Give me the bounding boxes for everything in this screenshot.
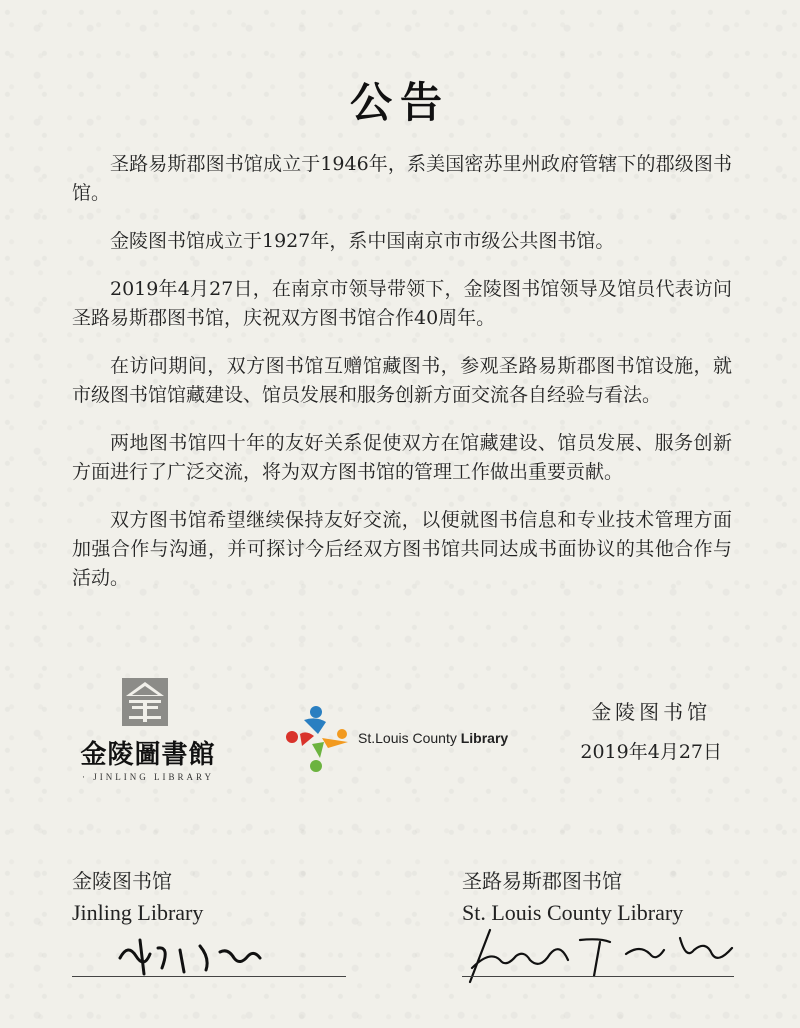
slcl-logo-text — [358, 730, 508, 746]
paragraph-6: 双方图书馆希望继续保持友好交流，以便就图书信息和专业技术管理方面加强合作与沟通，并可探讨今后经双方图书馆共同达成书面协议的其他合作与活动。 — [72, 509, 732, 589]
signature-block-slcl — [462, 866, 683, 928]
handwritten-signature-slcl — [450, 920, 750, 990]
paragraph-3: 2019年4月27日，在南京市领导带领下，金陵图书馆领导及馆员代表访问圣路易斯郡图书馆，庆祝双方图书馆合作40周年。 — [72, 278, 732, 329]
signature-block-jinling — [72, 866, 203, 928]
slcl-people-logo-icon — [282, 704, 354, 774]
issuer-name: 金陵图书馆 — [591, 700, 712, 724]
issue-date: 2019年4月27日 — [580, 741, 722, 763]
paragraph-2: 金陵图书馆成立于1927年，系中国南京市市级公共图书馆。 — [110, 230, 615, 252]
signature-line-right — [462, 976, 734, 977]
signature-org-en: St. Louis County Library — [462, 900, 684, 925]
handwritten-signature-jinling — [110, 928, 270, 988]
signature-line-left — [72, 976, 346, 977]
jinling-logo-mark-icon — [120, 676, 170, 728]
paragraph-1: 圣路易斯郡图书馆成立于1946年，系美国密苏里州政府管辖下的郡级图书馆。 — [72, 153, 732, 204]
paragraph-5: 两地图书馆四十年的友好关系促使双方在馆藏建设、馆员发展、服务创新方面进行了广泛交流，将为双方图书馆的管理工作做出重要贡献。 — [72, 432, 732, 483]
signature-org-cn: 圣路易斯郡图书馆 — [462, 869, 622, 893]
signature-org-en: Jinling Library — [72, 900, 204, 925]
slcl-logo-library-word: Library — [460, 730, 509, 746]
notice-body — [72, 150, 732, 612]
jinling-library-logo — [68, 676, 228, 791]
signature-org-cn: 金陵图书馆 — [72, 869, 172, 893]
issuer-block — [580, 696, 722, 764]
notice-title: 公告 — [349, 78, 450, 127]
jinling-logo-subtext: · JINLING LIBRARY — [82, 772, 214, 782]
slcl-logo-name: St.Louis County — [358, 730, 461, 746]
jinling-logo-text: 金陵圖書館 — [80, 740, 216, 770]
paragraph-4: 在访问期间，双方图书馆互赠馆藏图书，参观圣路易斯郡图书馆设施，就市级图书馆馆藏建设、馆员发展和服务创新方面交流各自经验与看法。 — [72, 355, 732, 406]
slcl-logo — [282, 704, 532, 774]
